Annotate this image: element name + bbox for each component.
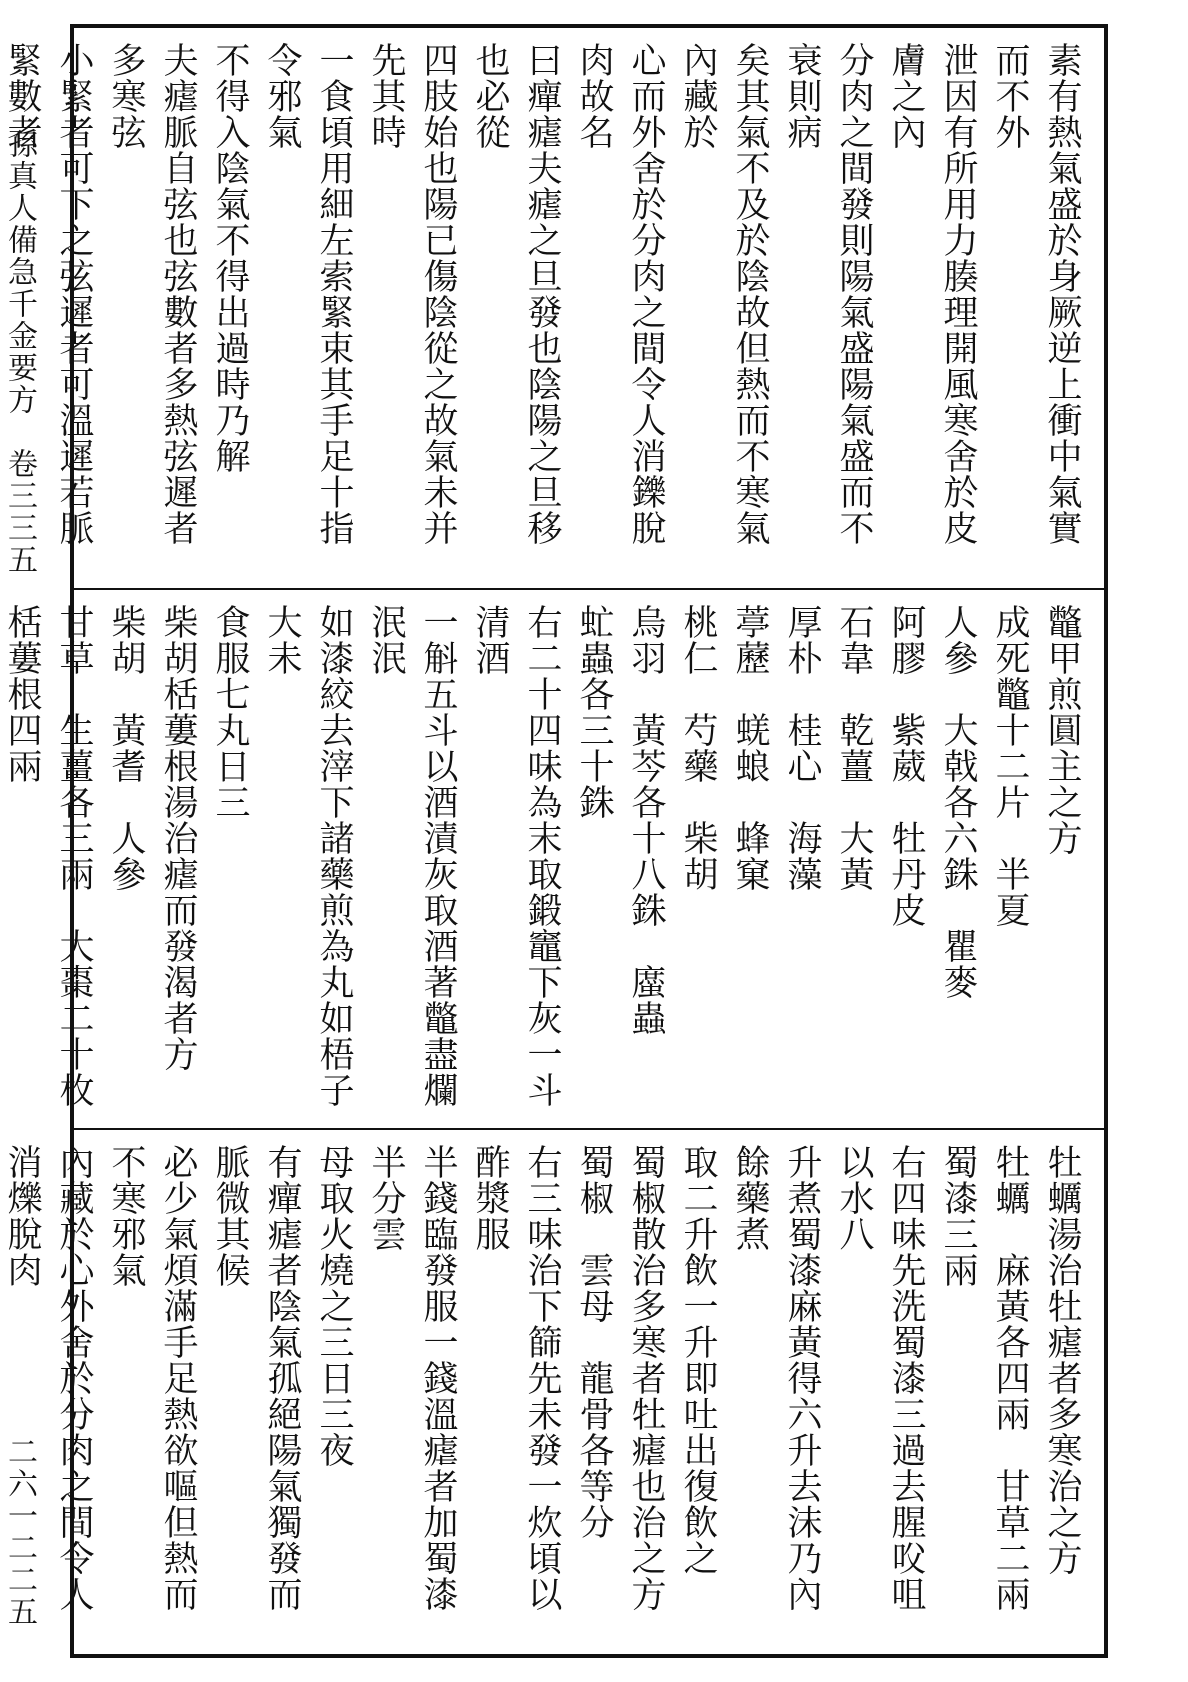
text-column: 虻蟲各三十銖: [574, 604, 614, 820]
text-column: 牡蠣湯治牡瘧者多寒治之方: [1042, 1144, 1082, 1576]
text-column: 葶藶 蜣蜋 蜂窠: [730, 604, 770, 892]
text-column: 桃仁 芍藥 柴胡: [678, 604, 718, 892]
text-column: 一斛五斗以酒漬灰取酒著鼈盡爛泯泯: [366, 604, 458, 1108]
text-column: 石韋 乾薑 大黃: [834, 604, 874, 892]
text-column: 右四味先洗蜀漆三過去腥㕮咀以水八: [834, 1144, 926, 1612]
text-column: 必少氣煩滿手足熱欲嘔但熱而不寒邪氣: [106, 1144, 198, 1612]
text-column: 小緊者可下之弦遲者可溫遲若脈緊數者: [2, 42, 94, 546]
text-column: 成死鼈十二片 半夏: [990, 604, 1030, 928]
text-column: 右二十四味為末取鍛竈下灰一斗清酒: [470, 604, 562, 1108]
text-column: 厚朴 桂心 海藻: [782, 604, 822, 892]
text-column: 四肢始也陽已傷陰從之故氣未并先其時: [366, 42, 458, 546]
text-column: 泄因有所用力腠理開風寒舍於皮膚之內: [886, 42, 978, 546]
text-column: 如漆絞去滓下諸藥煎為丸如梧子大未: [262, 604, 354, 1108]
text-column: 食服七丸日三: [210, 604, 250, 820]
text-column: 阿膠 紫葳 牡丹皮: [886, 604, 926, 928]
text-column: 升煮蜀漆麻黃得六升去沫乃內餘藥煮: [730, 1144, 822, 1612]
text-column: 柴胡 黃耆 人參: [106, 604, 146, 892]
text-column: 有癉瘧者陰氣孤絕陽氣獨發而脈微其候: [210, 1144, 302, 1612]
text-column: 夫瘧脈自弦也弦數者多熱弦遲者多寒弦: [106, 42, 198, 546]
text-columns: [2, 604, 1088, 1118]
text-column: 半錢臨發服一錢溫瘧者加蜀漆半分雲: [366, 1144, 458, 1612]
text-column: 一食頃用細左索緊束其手足十指令邪氣: [262, 42, 354, 546]
text-column: 內藏於心外舍於分肉之間令人消爍脫肉: [2, 1144, 94, 1612]
text-panel-middle: [2, 588, 1104, 1128]
text-column: 素有熱氣盛於身厥逆上衝中氣實而不外: [990, 42, 1082, 546]
text-column: 矣其氣不及於陰故但熱而不寒氣內藏於: [678, 42, 770, 546]
text-column: 蜀漆三兩: [938, 1144, 978, 1288]
text-column: 右三味治下篩先未發一炊頃以酢漿服: [470, 1144, 562, 1612]
margin-page-number: 二六一二二五: [2, 1436, 37, 1628]
margin-book-title: 孫真人備急千金要方 卷三三五: [2, 128, 37, 576]
text-column: 蜀椒散治多寒者牡瘧也治之方: [626, 1144, 666, 1612]
text-column: 取二升飲一升即吐出復飲之: [678, 1144, 718, 1576]
text-column: 牡蠣 麻黃各四兩 甘草二兩: [990, 1144, 1030, 1612]
text-column: 甘草 生薑各三兩 大棗二十枚: [54, 604, 94, 1108]
text-column: 不得入陰氣不得出過時乃解: [210, 42, 250, 474]
text-column: 鼈甲煎圓主之方: [1042, 604, 1082, 856]
text-column: 柴胡栝蔞根湯治瘧而發渴者方: [158, 604, 198, 1072]
text-column: 烏羽 黃芩各十八銖 䗪蟲: [626, 604, 666, 1036]
text-column: 蜀椒 雲母 龍骨各等分: [574, 1144, 614, 1540]
text-column: 人參 大戟各六銖 瞿麥: [938, 604, 978, 1000]
text-column: 栝蔞根四兩: [2, 604, 42, 784]
text-column: 心而外舍於分肉之間令人消鑠脫肉故名: [574, 42, 666, 546]
text-column: 曰癉瘧夫瘧之旦發也陰陽之旦移也必從: [470, 42, 562, 546]
text-column: 母取火燒之三日三夜: [314, 1144, 354, 1468]
text-column: 分肉之間發則陽氣盛陽氣盛而不衰則病: [782, 42, 874, 546]
